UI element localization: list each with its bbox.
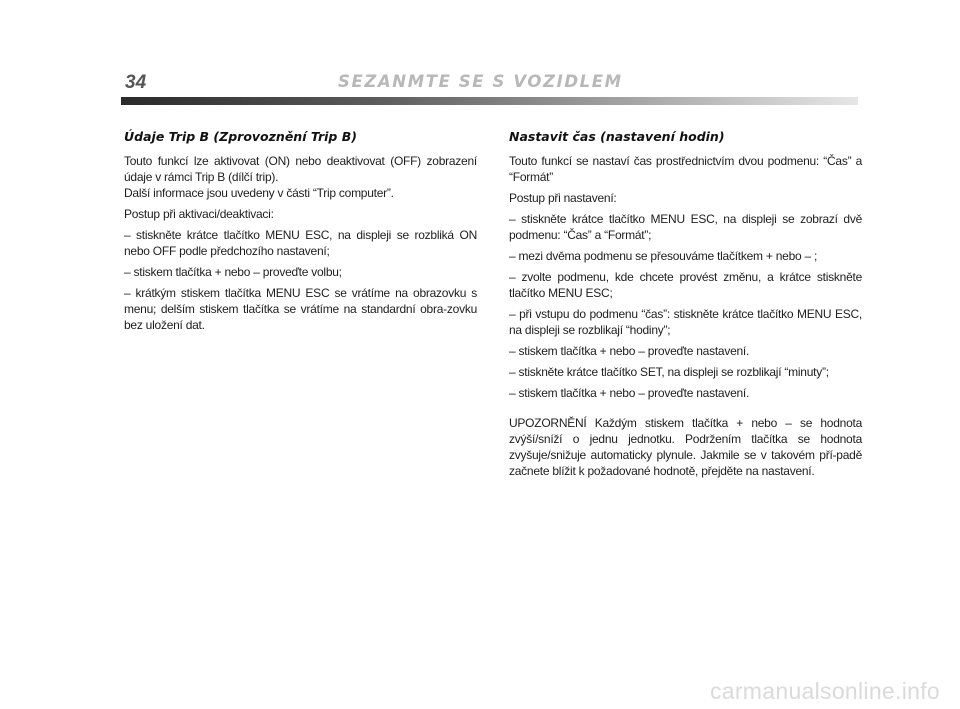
set-time-step-2: – mezi dvěma podmenu se přesouváme tlačítkem + nebo – ; [509,249,818,263]
watermark: carmanualsonline.info [709,678,940,704]
trip-b-procedure-label: Postup při aktivaci/deaktivaci: [124,207,274,221]
set-time-procedure-label: Postup při nastavení: [509,191,617,205]
set-time-step-4: – při vstupu do podmenu “čas”: stiskněte krátce tlačítko MENU ESC, na displeji se rozblikají “hodiny”; [509,307,862,337]
set-time-intro: Touto funkcí se nastaví čas prostřednictvím dvou podmenu: “Čas” a “Formát” [509,154,862,184]
header-rule [121,97,858,105]
set-time-step-6: – stiskněte krátce tlačítko SET, na displeji se rozblikají “minuty”; [509,365,829,379]
trip-b-heading: Údaje Trip B (Zprovoznění Trip B) [124,129,357,144]
warning-note: UPOZORNĚNÍ Každým stiskem tlačítka + nebo – se hodnota zvýší/sníží o jednu jednotku. Podržením tlačítka se hodnota zvyšuje/snižuje automaticky plynule. Jakmile se v takovém pří-padě začnete blížit k požadované hodnotě, přejděte na nastavení. [509,416,862,478]
set-time-heading: Nastavit čas (nastavení hodin) [509,129,725,144]
trip-b-intro: Touto funkcí lze aktivovat (ON) nebo deaktivovat (OFF) zobrazení údaje v rámci Trip B (dílčí trip). Další informace jsou uvedeny v části “Trip computer”. [124,154,477,200]
page-number: 34 [125,72,147,93]
set-time-step-7: – stiskem tlačítka + nebo – proveďte nastavení. [509,386,750,400]
trip-b-step-3: – krátkým stiskem tlačítka MENU ESC se vrátíme na obrazovku s menu; delším stiskem tlačítka se vrátíme na standardní obra-zovku bez uložení dat. [124,286,477,332]
trip-b-step-1: – stiskněte krátce tlačítko MENU ESC, na displeji se rozbliká ON nebo OFF podle předchozího nastavení; [124,228,477,258]
set-time-step-3: – zvolte podmenu, kde chcete provést změnu, a krátce stiskněte tlačítko MENU ESC; [509,270,862,300]
set-time-step-1: – stiskněte krátce tlačítko MENU ESC, na displeji se zobrazí dvě podmenu: “Čas” a “Formát”; [509,212,862,242]
left-column [124,129,477,338]
set-time-step-5: – stiskem tlačítka + nebo – proveďte nastavení. [509,344,750,358]
trip-b-step-2: – stiskem tlačítka + nebo – proveďte volbu; [124,265,342,279]
right-column [509,129,862,484]
running-head: SEZANMTE SE S VOZIDLEM [338,72,623,91]
